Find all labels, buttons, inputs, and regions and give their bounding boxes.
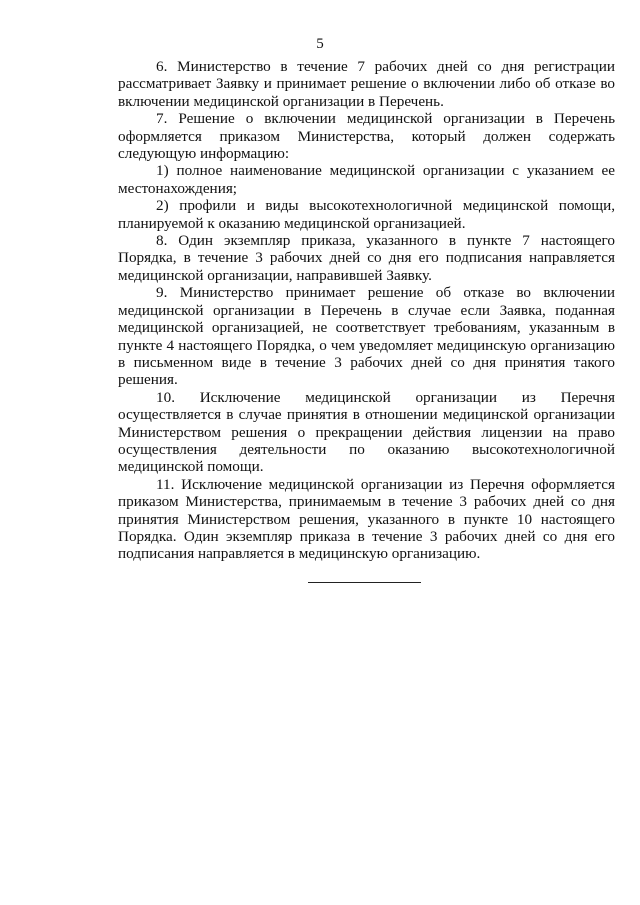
paragraph-subitem-1: 1) полное наименование медицинской организации с указанием ее местонахождения;	[118, 162, 615, 197]
document-body	[118, 58, 615, 563]
end-separator-line	[308, 582, 421, 583]
paragraph-item-9: 9. Министерство принимает решение об отказе во включении медицинской организации в Перечень в случае если Заявка, поданная медицинской организацией, не соответствует требованиям, указанным в пункте 4 настоящего Порядка, о чем уведомляет медицинскую организацию в письменном виде в течение 3 рабочих дней со дня принятия такого решения.	[118, 284, 615, 389]
paragraph-subitem-2: 2) профили и виды высокотехнологичной медицинской помощи, планируемой к оказанию медицинской организацией.	[118, 197, 615, 232]
paragraph-item-7: 7. Решение о включении медицинской организации в Перечень оформляется приказом Министерства, который должен содержать следующую информацию:	[118, 110, 615, 163]
paragraph-item-6: 6. Министерство в течение 7 рабочих дней со дня регистрации рассматривает Заявку и принимает решение о включении либо об отказе во включении медицинской организации в Перечень.	[118, 58, 615, 110]
page-number: 5	[316, 36, 324, 52]
paragraph-item-8: 8. Один экземпляр приказа, указанного в пункте 7 настоящего Порядка, в течение 3 рабочих дней со дня его подписания направляется медицинской организации, направившей Заявку.	[118, 232, 615, 284]
paragraph-item-11: 11. Исключение медицинской организации из Перечня оформляется приказом Министерства, принимаемым в течение 3 рабочих дней со дня принятия Министерством решения, указанного в пункте 10 настоящего Порядка. Один экземпляр приказа в течение 3 рабочих дней со дня его подписания направляется в медицинскую организацию.	[118, 475, 615, 563]
paragraph-item-10: 10. Исключение медицинской организации из Перечня осуществляется в случае принятия в отношении медицинской организации Министерством решения о прекращении действия лицензии на право осуществления деятельности по оказанию высокотехнологичной медицинской помощи.	[118, 388, 615, 476]
